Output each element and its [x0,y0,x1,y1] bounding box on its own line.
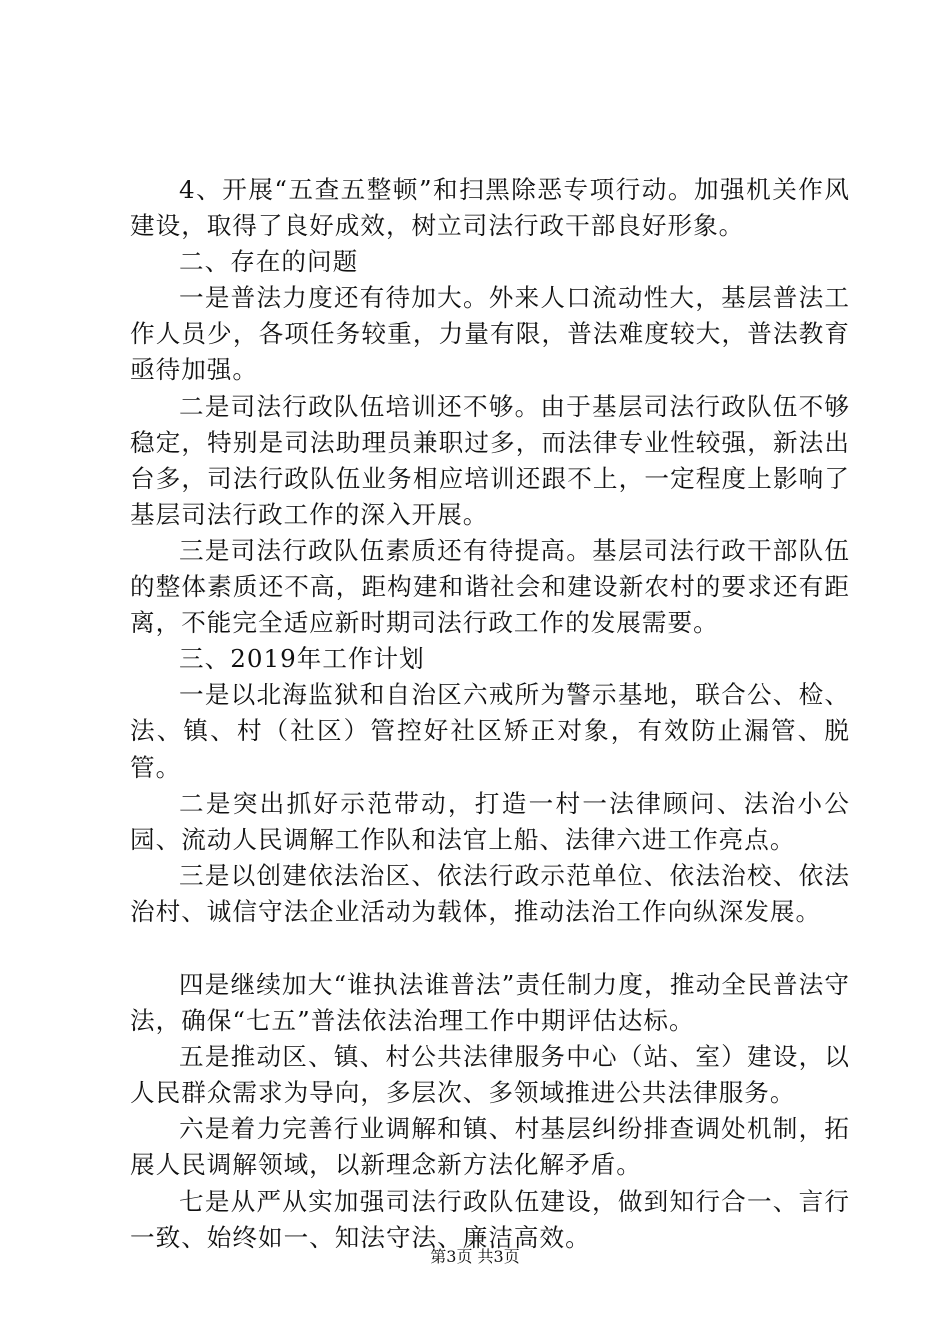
paragraph-problem-3: 三是司法行政队伍素质还有待提高。基层司法行政干部队伍的整体素质还不高，距构建和谐社会和建设新农村的要求还有距离，不能完全适应新时期司法行政工作的发展需要。 [130,535,850,638]
document-body [130,172,850,1256]
paragraph-rectification-campaign: 4、开展“五查五整顿”和扫黑除恶专项行动。加强机关作风建设，取得了良好成效，树立司法行政干部良好形象。 [130,175,850,241]
section-heading-problems: 二、存在的问题 [179,247,359,277]
paragraph-plan-7: 七是从严从实加强司法行政队伍建设，做到知行合一、言行一致、始终如一、知法守法、廉洁高效。 [130,1186,850,1252]
paragraph-plan-4: 四是继续加大“谁执法谁普法”责任制力度，推动全民普法守法，确保“七五”普法依法治理工作中期评估达标。 [130,969,850,1036]
paragraph-plan-5: 五是推动区、镇、村公共法律服务中心（站、室）建设，以人民群众需求为导向，多层次、多领域推进公共法律服务。 [130,1042,850,1108]
paragraph-plan-6: 六是着力完善行业调解和镇、村基层纠纷排查调处机制，拓展人民调解领域，以新理念新方法化解矛盾。 [130,1114,850,1180]
paragraph-plan-2: 二是突出抓好示范带动，打造一村一法律顾问、法治小公园、流动人民调解工作队和法官上船、法律六进工作亮点。 [130,788,850,854]
paragraph-plan-3: 三是以创建依法治区、依法行政示范单位、依法治校、依法治村、诚信守法企业活动为载体，推动法治工作向纵深发展。 [130,860,850,926]
paragraph-problem-1: 一是普法力度还有待加大。外来人口流动性大，基层普法工作人员少，各项任务较重，力量有限，普法难度较大，普法教育亟待加强。 [130,283,850,385]
page-number-footer: 第3页 共3页 [430,1247,520,1266]
paragraph-gap [130,930,850,967]
paragraph-problem-2: 二是司法行政队伍培训还不够。由于基层司法行政队伍不够稳定，特别是司法助理员兼职过多，而法律专业性较强，新法出台多，司法行政队伍业务相应培训还跟不上，一定程度上影响了基层司法行政工作的深入开展。 [130,391,850,529]
paragraph-plan-1: 一是以北海监狱和自治区六戒所为警示基地，联合公、检、法、镇、村（社区）管控好社区矫正对象，有效防止漏管、脱管。 [130,680,850,782]
section-heading-work-plan: 三、2019年工作计划 [179,644,425,674]
